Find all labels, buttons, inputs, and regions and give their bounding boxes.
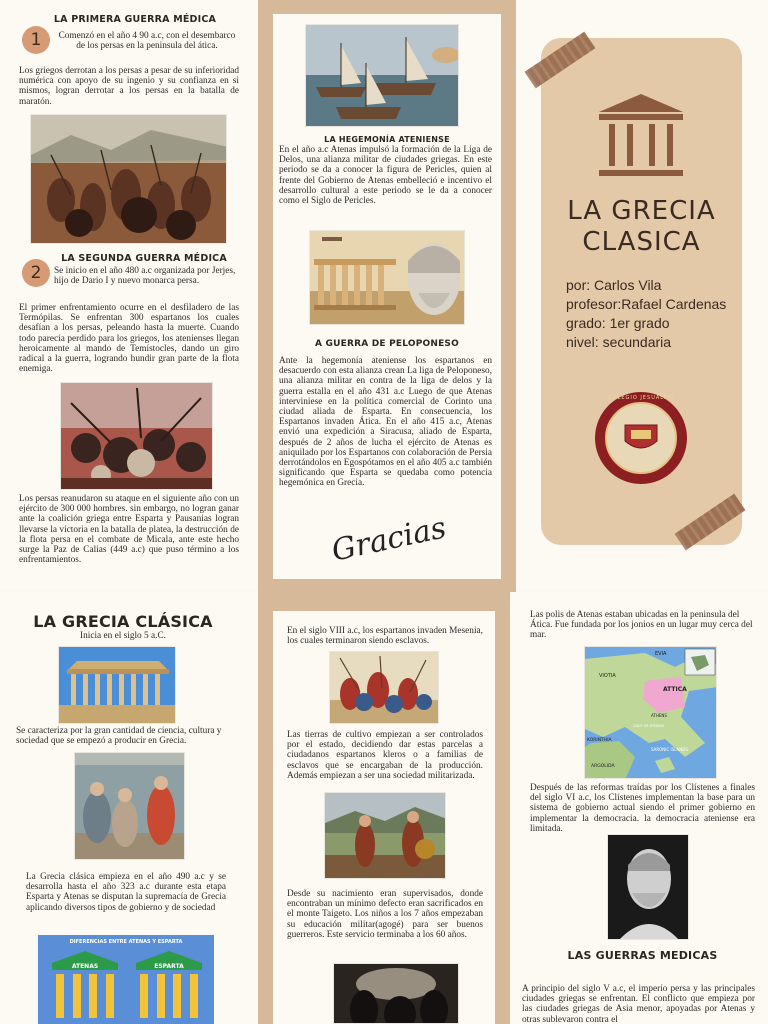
cover-grade: grado: 1er grado <box>566 315 670 331</box>
seal-text: COLEGIO JESUALDO <box>608 395 674 401</box>
seal-inner-ring <box>605 402 677 474</box>
text-clistenes: Después de las reformas traídas por los Clístenes a finales del siglo VI a.c, los Clístenes implementan la base para un sistema de gobierno actual siendo el primer gobierno en implementar la democracia. la democracia ateniense era limitada. <box>530 783 755 834</box>
cover-level: nivel: secundaria <box>566 334 672 350</box>
spartan-army-illustration <box>330 652 439 724</box>
text-segunda-guerra-body: El primer enfrentamiento ocurre en el desfiladero de las Termópilas. Se enfrentan 300 espartanos los cuales desafían a los persas, peleando hasta la muerte. Cuando todo parecía perdido para los griegos, los atenienses llegan heroicamente al mando de Temístocles, dando un giro radical a la guerra, logrando hundir gran parte de la flota enemiga. <box>19 303 239 375</box>
map-label-viotia: VIOTIA <box>599 673 616 679</box>
heading-peloponeso: A GUERRA DE PELOPONESO <box>315 339 459 349</box>
text-guerras-medicas: A principio del siglo V a.c, el imperio persa y las principales ciudades griegas se enfrentan. El conflicto que empieza por las ciudades griegas de Asia menor, apoyadas por Atenas y otras sublevaron contra el <box>522 984 755 1024</box>
bust-illustration <box>608 835 689 940</box>
map-label-saronic: SARONIC ISLANDS <box>651 747 688 752</box>
philosophers-illustration <box>75 753 185 860</box>
cover-author: por: Carlos Vila <box>566 277 662 293</box>
esparta-pillars <box>136 974 202 1018</box>
panel-atenas <box>510 592 768 1024</box>
image-spartan-warriors <box>324 792 446 879</box>
infographic-esparta-column <box>136 951 202 1018</box>
seal-crest-icon <box>621 421 661 455</box>
map-label-evia: EVIA <box>655 651 667 657</box>
text-tierras-cultivo: Las tierras de cultivo empiezan a ser controlados por el estado, decidiendo dar estas parcelas a ciudadanos espartanos kleros o a familias de esclavos que se encargaban de la producción. Además empiezan a ser una sociedad militarizada. <box>287 730 483 781</box>
heading-grecia-clasica: LA GRECIA CLÁSICA <box>33 612 213 631</box>
heading-guerras-medicas: LAS GUERRAS MEDICAS <box>567 949 718 962</box>
atenas-roof <box>52 951 118 963</box>
partenon-illustration <box>59 647 176 724</box>
atenas-label: ATENAS <box>52 963 118 970</box>
text-nacimiento: Desde su nacimiento eran supervisados, donde encontraban un mínimo defecto eran sacrificados en el monte Taigeto. Los niños a los 7 años empezaban su educación militar(agogé) para ser buenos guerreros. Este servicio terminaba a los 60 años. <box>287 889 483 940</box>
naval-battle-illustration <box>306 25 459 127</box>
battle-illustration-2 <box>61 383 213 490</box>
panel-grecia-clasica <box>0 592 258 1024</box>
map-label-attica: ATTICA <box>663 686 687 693</box>
partenon-pericles-illustration <box>310 231 465 325</box>
text-grecia-clasica-periodo: La Grecia clásica empieza en el año 490 a.c y se desarrolla hasta el año 323 a.c durante esta etapa Esparta y Atenas se disputan la supremacía de Grecia aplicando diversos tipos de gobierno y de sociedad <box>26 872 226 913</box>
image-attica-map <box>584 646 717 779</box>
image-partenon <box>58 646 176 724</box>
image-battle-termopilas <box>60 382 213 490</box>
cover-teacher: profesor:Rafael Cardenas <box>566 296 727 312</box>
cover-info <box>566 276 736 352</box>
map-label-argolida: ARGOLIDA <box>591 764 615 769</box>
badge-number-2: 2 <box>22 259 50 287</box>
dark-battle-illustration <box>334 964 459 1024</box>
infographic-title: DIFERENCIAS ENTRE ATENAS Y ESPARTA <box>69 939 183 945</box>
map-label-athens: ATHENS <box>651 713 667 718</box>
battle-illustration-1 <box>31 115 227 244</box>
map-label-gulf: GULF OF ATHENS <box>633 724 664 728</box>
image-dark-battle <box>333 963 459 1024</box>
spartan-warriors-illustration <box>325 793 446 879</box>
map-label-korinthia: KORINTHIA <box>587 738 612 743</box>
text-peloponeso: Ante la hegemonía ateniense los espartanos en desacuerdo con esta alianza crean La liga de Peloponeso, una alianza militar en contra de la liga de delos y la guerra estalla en el año 431 a.c Luego de que Atenas interviniese en la política comercial de Corinto una ciudad aliada de Esparta. En consecuencia, los Espartanos invaden Ática. En el año 415 a.c, Atenas envió una expedición a Siracusa, aliado de Esparta, después de 2 años de lucha el ejército de Atenas es aniquilado por los Espartanos con colaboración de Persia derrotándolos en Egospótamos en el año 405 a.c también significando que Esparta se quedaba como potencia hegemónica en Grecia. <box>279 356 492 489</box>
school-seal <box>595 392 687 484</box>
panel-hegemonia <box>273 14 501 579</box>
heading-hegemonia: LA HEGEMONÍA ATENIENSE <box>324 135 450 144</box>
panel-primera-guerra <box>0 0 258 590</box>
panel-esparta <box>273 611 495 1024</box>
text-caracteriza: Se caracteriza por la gran cantidad de ciencia, cultura y sociedad que se empezó a producir en Grecia. <box>16 726 222 747</box>
text-hegemonia: En el año a.c Atenas impulsó la formación de la Liga de Delos, una alianza militar de ciudades griegas. En este periodo se da a conocer la figura de Pericles, quien al frente del Gobierno de Atenas embelleció e incentivo el desarrollo cultural a este periodo se le da a conocer como el Siglo de Pericles. <box>279 145 492 207</box>
text-primera-guerra-body: Los griegos derrotan a los persas a pesar de su inferioridad numérica con apoyo de su ingenio y su confianza en si mismos, logran derrotar a los persas en la batalla de maratón. <box>19 66 239 107</box>
text-mesenia: En el siglo VIII a.c, los espartanos invaden Mesenia, los cuales terminaron siendo esclavos. <box>287 626 483 647</box>
infographic-atenas-column <box>52 951 118 1018</box>
image-battle-marathon <box>30 114 227 244</box>
atenas-pillars <box>52 974 118 1018</box>
image-spartan-army <box>329 651 439 724</box>
heading-primera-guerra: LA PRIMERA GUERRA MÉDICA <box>53 14 217 25</box>
esparta-label: ESPARTA <box>136 963 202 970</box>
temple-icon <box>595 92 687 180</box>
attica-map-illustration <box>585 647 717 779</box>
badge-number-1: 1 <box>22 26 50 54</box>
text-inicia-siglo: Inicia en el siglo 5 a.C. <box>80 631 166 641</box>
heading-segunda-guerra: LA SEGUNDA GUERRA MÉDICA <box>61 253 227 264</box>
image-clistenes-bust <box>607 834 689 940</box>
text-polis-atenas: Las polis de Atenas estaban ubicadas en la peninsula del Ática. Fue fundada por los jonios en un lugar muy cerca del mar. <box>530 610 753 641</box>
image-philosophers <box>74 752 185 860</box>
infographic-atenas-esparta <box>38 935 214 1024</box>
image-naval-battle <box>305 24 459 127</box>
text-segunda-guerra-final: Los persas reanudaron su ataque en el siguiente año con un ejército de 300 000 hombres. sin embargo, no logran ganar ante la coalición griega entre Esparta y Pausanias logran llevarse la victoria en la batalla de platea, la destrucción de la flota persa en el combate de Micala, ante este hecho surge la Paz de Calias (449 a.c) que puso término a los enfrentamientos. <box>19 494 239 566</box>
text-primera-guerra-intro: Comenzó en el año 4 90 a.c, con el desembarco de los persas en la peninsula del ática. <box>58 31 236 52</box>
image-partenon-pericles <box>309 230 465 325</box>
gracias-signature: Gracias <box>328 510 450 569</box>
text-segunda-guerra-intro: Se inicio en el año 480 a.c organizada por Jerjes, hijo de Dario I y nuevo monarca persa. <box>54 266 236 287</box>
esparta-roof <box>136 951 202 963</box>
cover-title: LA GRECIA CLASICA <box>567 196 716 257</box>
